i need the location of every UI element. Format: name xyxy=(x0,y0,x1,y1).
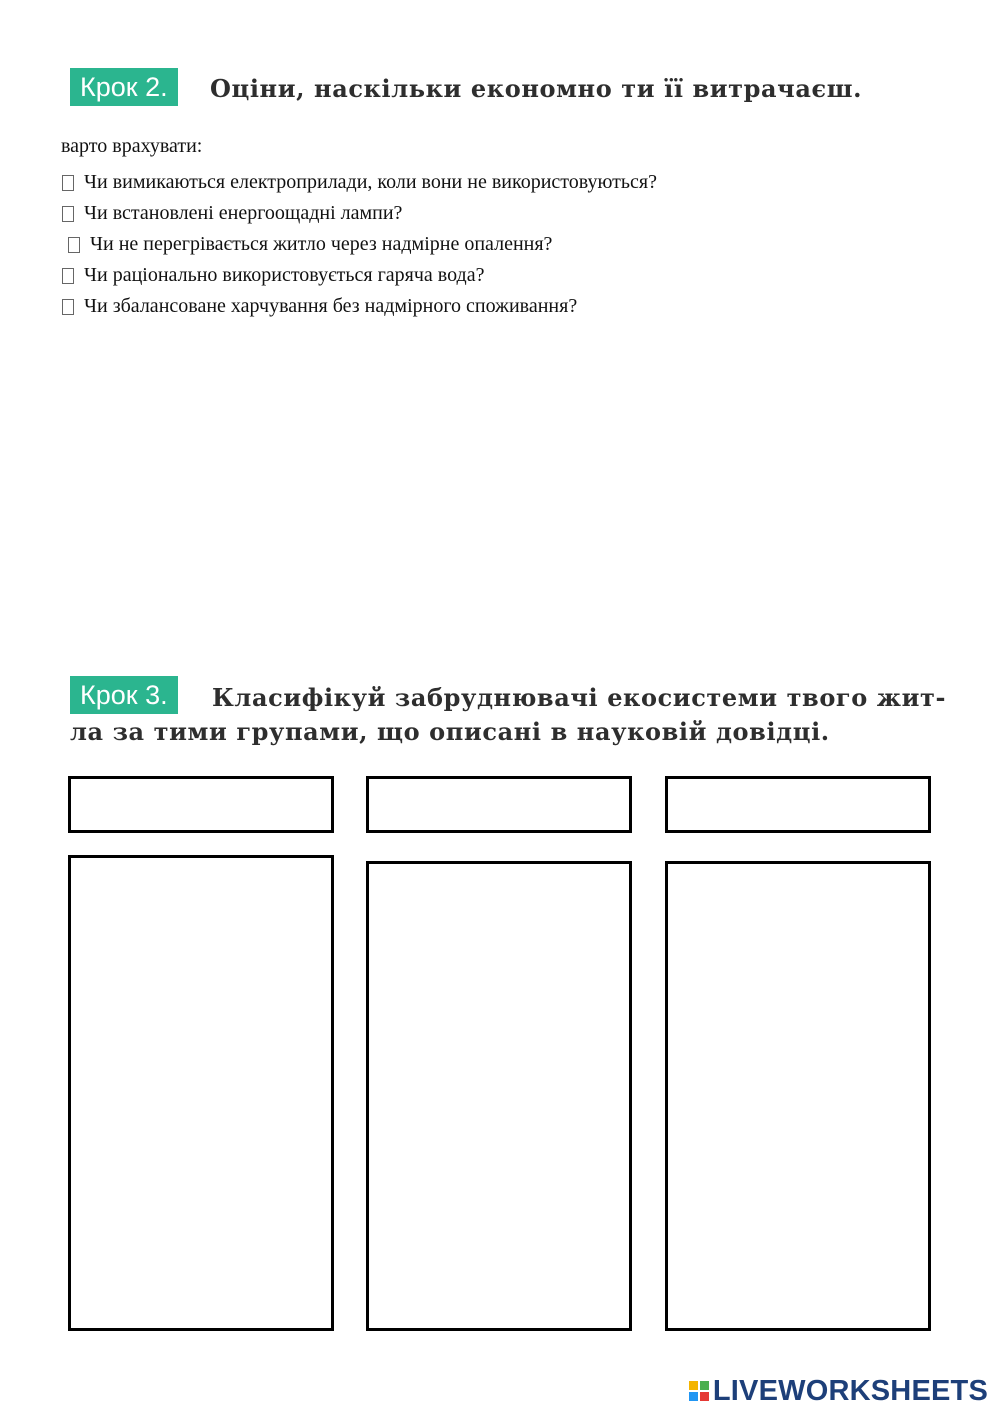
checklist-item xyxy=(62,197,657,228)
checklist-intro: варто врахувати: xyxy=(61,135,203,157)
checklist xyxy=(62,166,657,321)
logo-text: LIVEWORKSHEETS xyxy=(712,1374,988,1407)
step-2-title: Оціни, наскільки економно ти її витрачаєш. xyxy=(210,74,863,103)
checklist-item xyxy=(62,259,657,290)
step-3-title-line-2: ла за тими групами, що описані в науковій довідці. xyxy=(70,717,830,746)
logo-blocks-icon xyxy=(689,1381,709,1401)
checkbox-icon xyxy=(62,268,74,284)
liveworksheets-logo xyxy=(689,1376,988,1406)
checklist-item-text: Чи збалансоване харчування без надмірного споживання? xyxy=(84,294,578,317)
checklist-item xyxy=(62,228,657,259)
checklist-item-text: Чи вимикаються електроприлади, коли вони не використовуються? xyxy=(84,170,657,193)
group-2-answer-box[interactable] xyxy=(366,861,632,1331)
checklist-item-text: Чи встановлені енергоощадні лампи? xyxy=(84,201,403,224)
group-3-answer-box[interactable] xyxy=(665,861,931,1331)
checkbox-icon xyxy=(68,237,80,253)
checkbox-icon xyxy=(62,175,74,191)
checkbox-icon xyxy=(62,206,74,222)
checklist-item xyxy=(62,166,657,197)
group-3-heading-box[interactable] xyxy=(665,776,931,833)
group-2-heading-box[interactable] xyxy=(366,776,632,833)
checklist-item-text: Чи не перегрівається житло через надмірне опалення? xyxy=(90,232,553,255)
step-3-badge: Крок 3. xyxy=(70,676,178,714)
checklist-item xyxy=(62,290,657,321)
step-3-title-line-1: Класифікуй забруднювачі екосистеми твого жит- xyxy=(212,683,947,712)
group-1-heading-box[interactable] xyxy=(68,776,334,833)
checklist-item-text: Чи раціонально використовується гаряча вода? xyxy=(84,263,485,286)
group-1-answer-box[interactable] xyxy=(68,855,334,1331)
step-2-badge: Крок 2. xyxy=(70,68,178,106)
checkbox-icon xyxy=(62,299,74,315)
